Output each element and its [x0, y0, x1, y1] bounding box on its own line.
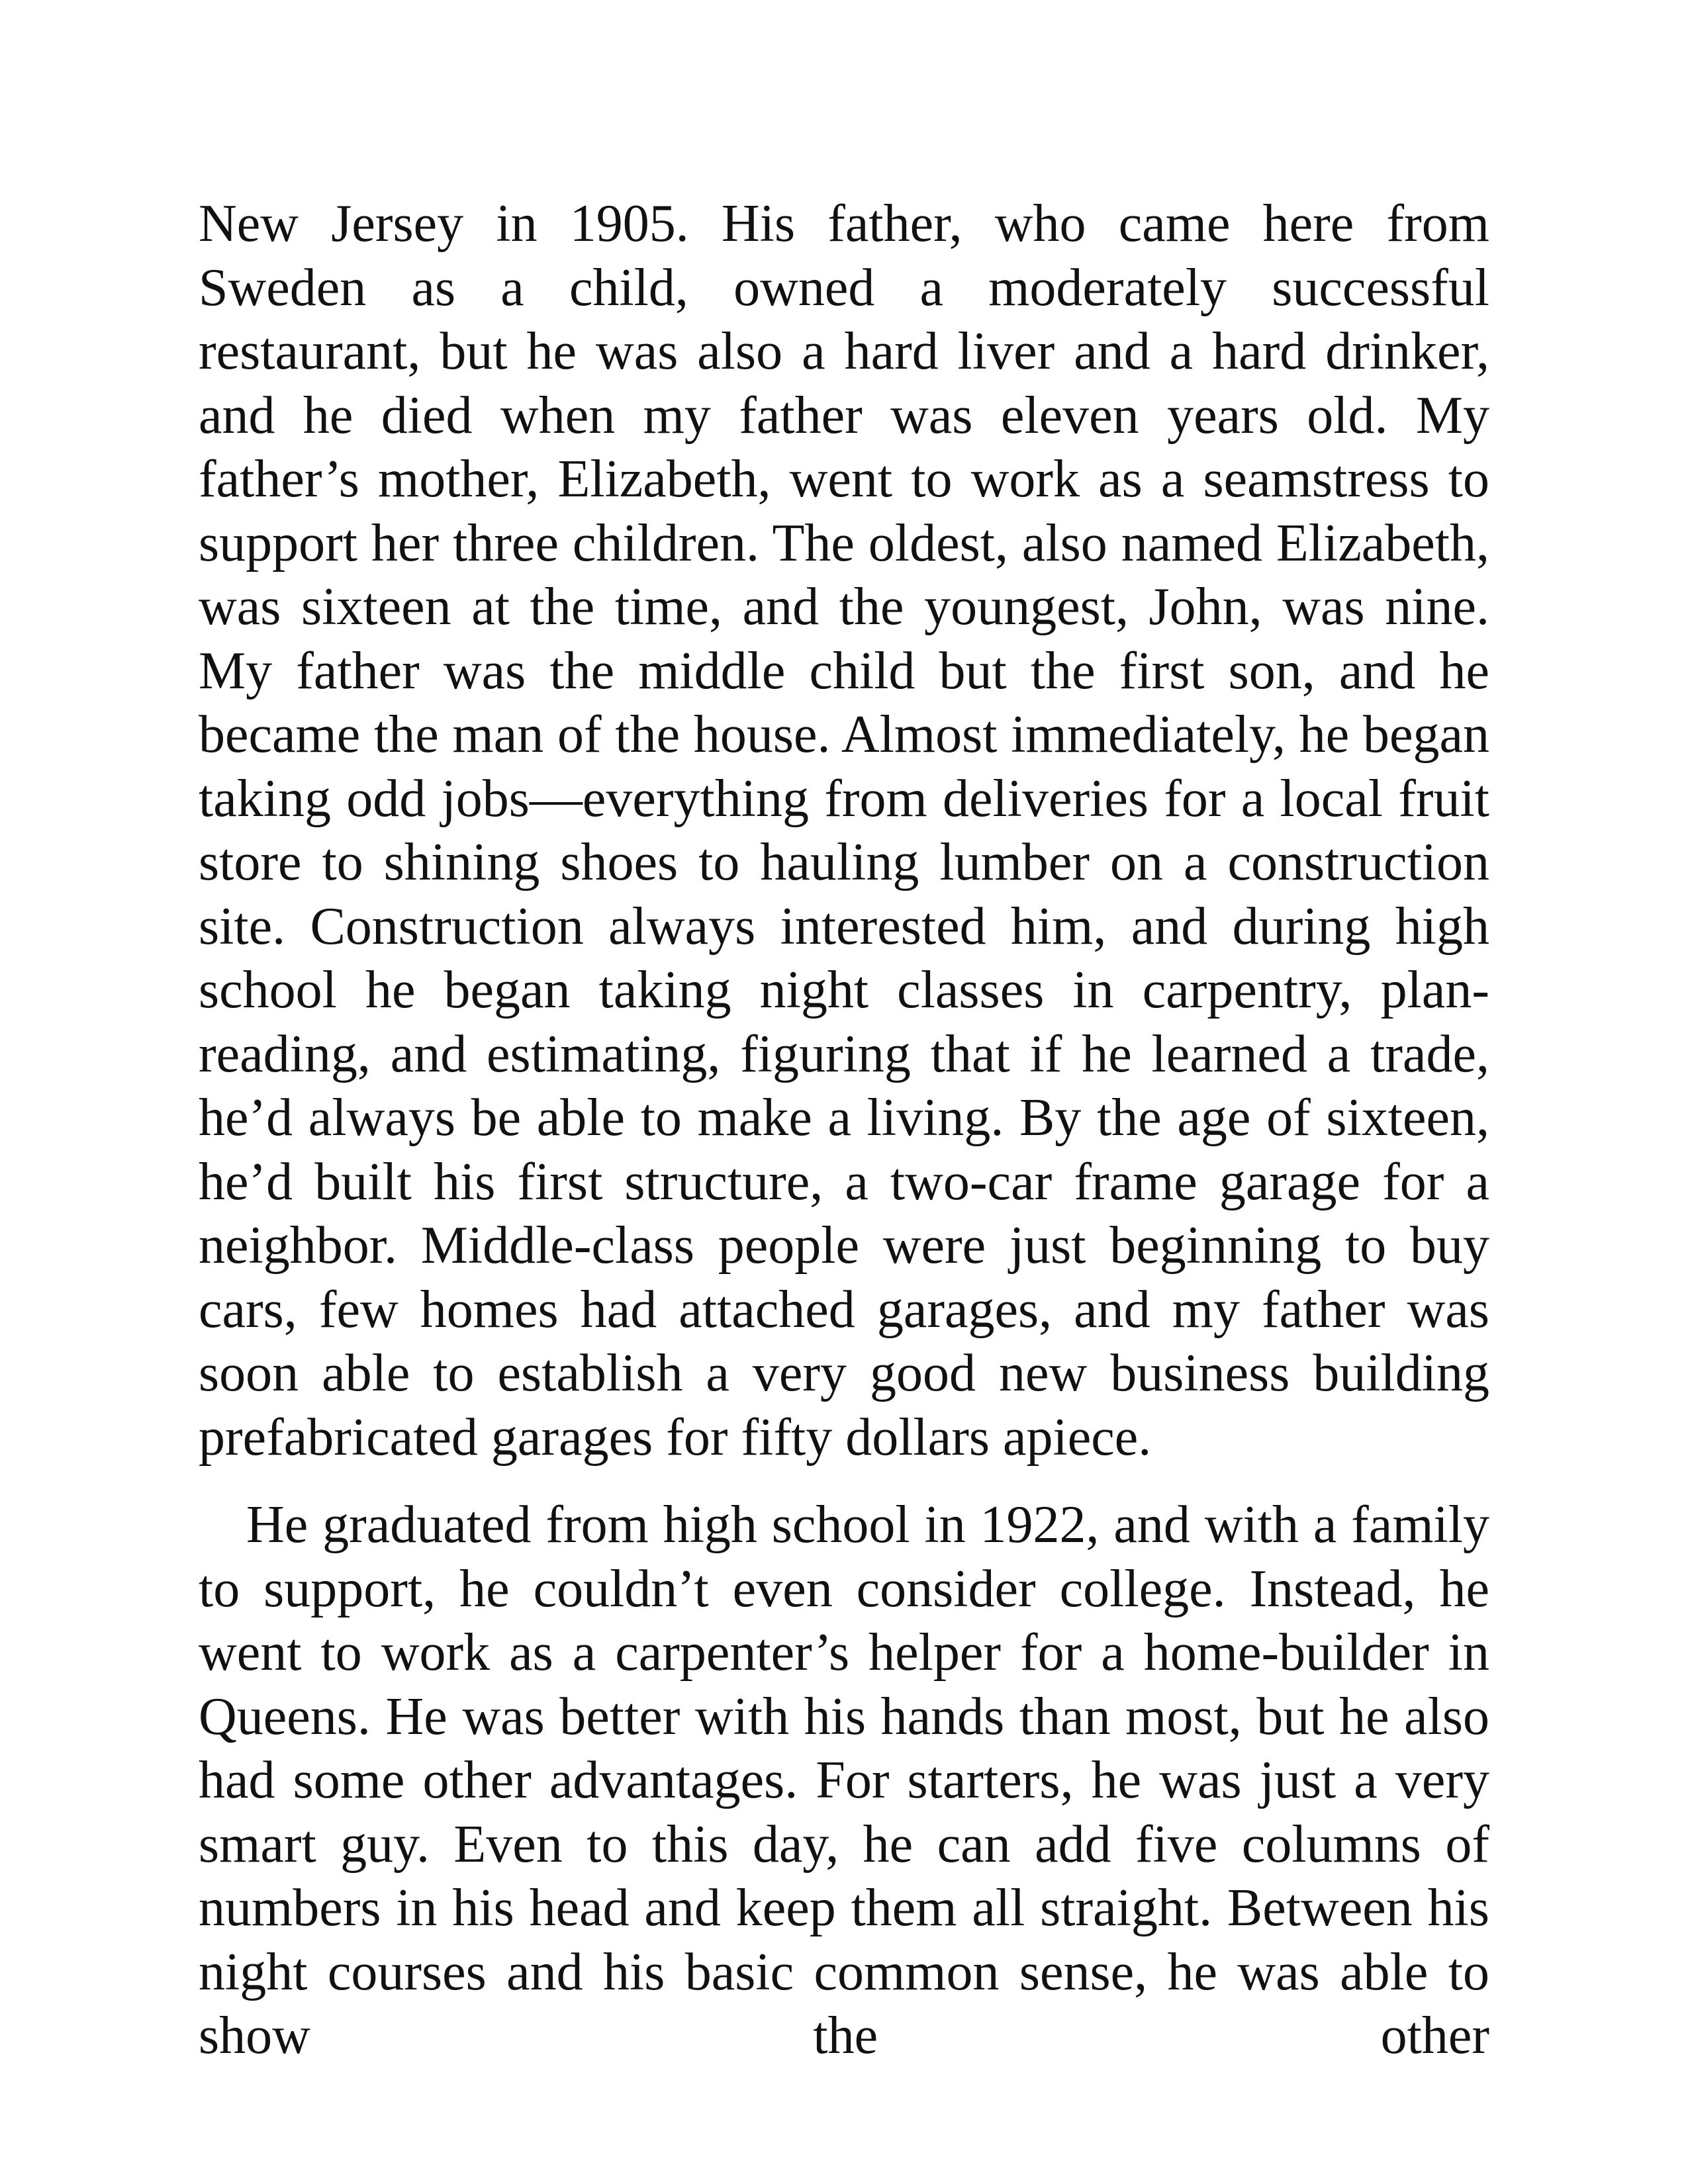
paragraph-2: He graduated from high school in 1922, and with a family to support, he couldn’t even consider college. Instead, he went to work as a carpenter’s helper for a home-builder in Queens. He was better with his hands than most, but he also had some other advantages. For starters, he was just a very smart guy. Even to this day, he can add five columns of numbers in his head and keep them all straight. Between his night courses and his basic common sense, he was able to show the other	[199, 1496, 1489, 2065]
paragraph-1: New Jersey in 1905. His father, who came here from Sweden as a child, owned a moderately successful restaurant, but he was also a hard liver and a hard drinker, and he died when my father was eleven years old. My father’s mother, Elizabeth, went to work as a seamstress to support her three children. The oldest, also named Elizabeth, was sixteen at the time, and the youngest, John, was nine. My father was the middle child but the first son, and he became the man of the house. Almost immediately, he began taking odd jobs—everything from deliveries for a local fruit store to shining shoes to hauling lumber on a construction site. Construction always interested him, and during high school he began taking night classes in carpentry, plan-reading, and estimating, figuring that if he learned a trade, he’d always be able to make a living. By the age of sixteen, he’d built his first structure, a two-car frame garage for a neighbor. Middle-class people were just beginning to buy cars, few homes had attached garages, and my father was soon able to establish a very good new business building prefabricated garages for fifty dollars apiece.	[199, 195, 1489, 1467]
body-text	[199, 192, 1489, 2068]
